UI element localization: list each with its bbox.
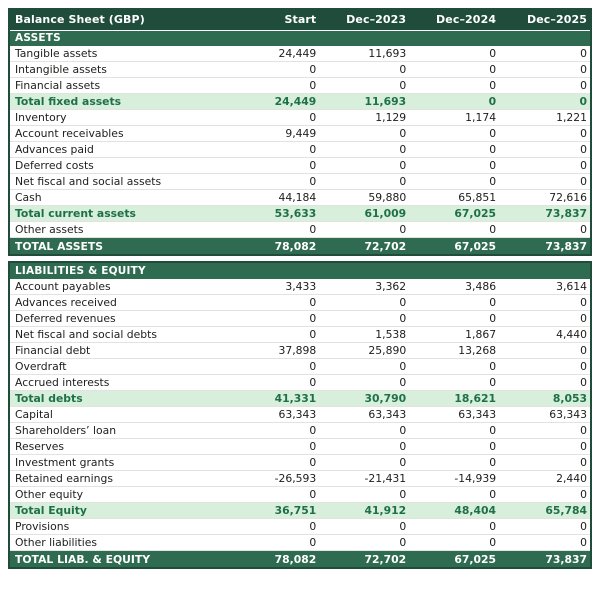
cell-value: 0 <box>500 174 590 190</box>
row-label: Provisions <box>10 519 230 535</box>
cell-value: 0 <box>500 295 590 311</box>
row-label: Net fiscal and social assets <box>10 174 230 190</box>
cell-value: 63,343 <box>230 407 320 423</box>
row-label: Other equity <box>10 487 230 503</box>
cell-value: 0 <box>230 487 320 503</box>
cell-value: 0 <box>230 327 320 343</box>
column-header-dec-2025: Dec–2025 <box>500 10 590 30</box>
cell-value: 1,867 <box>410 327 500 343</box>
row-label: Total current assets <box>10 206 230 222</box>
table-row <box>10 279 590 295</box>
table-row <box>10 142 590 158</box>
table-row <box>10 78 590 94</box>
section-label: LIABILITIES & EQUITY <box>10 263 590 279</box>
table-row <box>10 158 590 174</box>
cell-value: 11,693 <box>320 46 410 62</box>
cell-value: 0 <box>230 359 320 375</box>
cell-value: 0 <box>500 78 590 94</box>
cell-value: 0 <box>410 295 500 311</box>
cell-value: -14,939 <box>410 471 500 487</box>
table-row <box>10 46 590 62</box>
row-label: Other liabilities <box>10 535 230 551</box>
table-row <box>10 471 590 487</box>
row-label: Total Equity <box>10 503 230 519</box>
cell-value: 1,221 <box>500 110 590 126</box>
cell-value: 0 <box>320 126 410 142</box>
table-row <box>10 551 590 568</box>
cell-value: 0 <box>500 343 590 359</box>
table-row <box>10 423 590 439</box>
cell-value: 1,129 <box>320 110 410 126</box>
row-label: Shareholders’ loan <box>10 423 230 439</box>
cell-value: 0 <box>410 487 500 503</box>
row-label: Cash <box>10 190 230 206</box>
cell-value: 0 <box>410 535 500 551</box>
cell-value: 0 <box>320 222 410 238</box>
row-label: Accrued interests <box>10 375 230 391</box>
table-row <box>10 238 590 255</box>
cell-value: 0 <box>320 519 410 535</box>
row-label: Account payables <box>10 279 230 295</box>
cell-value: 78,082 <box>230 238 320 255</box>
cell-value: 25,890 <box>320 343 410 359</box>
row-label: Deferred revenues <box>10 311 230 327</box>
cell-value: 0 <box>500 519 590 535</box>
cell-value: 0 <box>230 375 320 391</box>
cell-value: 0 <box>320 423 410 439</box>
cell-value: 0 <box>230 174 320 190</box>
cell-value: 72,702 <box>320 238 410 255</box>
cell-value: 2,440 <box>500 471 590 487</box>
cell-value: 0 <box>410 311 500 327</box>
cell-value: 72,702 <box>320 551 410 568</box>
row-label: Deferred costs <box>10 158 230 174</box>
cell-value: 0 <box>410 46 500 62</box>
cell-value: 0 <box>320 487 410 503</box>
cell-value: 0 <box>500 46 590 62</box>
cell-value: 0 <box>500 439 590 455</box>
balance-sheet-table-liabilities <box>10 263 590 567</box>
cell-value: 73,837 <box>500 206 590 222</box>
column-header-dec-2024: Dec–2024 <box>410 10 500 30</box>
cell-value: 41,331 <box>230 391 320 407</box>
cell-value: 65,851 <box>410 190 500 206</box>
table-row <box>10 190 590 206</box>
liabilities-equity-block <box>8 261 592 569</box>
cell-value: 53,633 <box>230 206 320 222</box>
cell-value: 0 <box>230 519 320 535</box>
cell-value: 0 <box>320 62 410 78</box>
balance-sheet-table-assets <box>10 10 590 254</box>
cell-value: 72,616 <box>500 190 590 206</box>
cell-value: 0 <box>500 126 590 142</box>
table-row <box>10 295 590 311</box>
cell-value: 0 <box>410 126 500 142</box>
cell-value: 61,009 <box>320 206 410 222</box>
cell-value: 0 <box>230 158 320 174</box>
cell-value: 78,082 <box>230 551 320 568</box>
cell-value: 0 <box>500 375 590 391</box>
cell-value: 0 <box>230 78 320 94</box>
table-row <box>10 455 590 471</box>
cell-value: 11,693 <box>320 94 410 110</box>
cell-value: 0 <box>410 359 500 375</box>
cell-value: 44,184 <box>230 190 320 206</box>
row-label: Other assets <box>10 222 230 238</box>
row-label: TOTAL LIAB. & EQUITY <box>10 551 230 568</box>
assets-block <box>8 8 592 256</box>
table-row <box>10 375 590 391</box>
cell-value: 0 <box>230 311 320 327</box>
cell-value: 3,362 <box>320 279 410 295</box>
cell-value: 0 <box>230 535 320 551</box>
cell-value: 1,538 <box>320 327 410 343</box>
cell-value: 0 <box>230 110 320 126</box>
row-label: Total fixed assets <box>10 94 230 110</box>
row-label: Financial assets <box>10 78 230 94</box>
cell-value: 0 <box>320 359 410 375</box>
table-row <box>10 62 590 78</box>
table-title: Balance Sheet (GBP) <box>10 10 230 30</box>
cell-value: 0 <box>500 423 590 439</box>
cell-value: 0 <box>320 142 410 158</box>
cell-value: 67,025 <box>410 551 500 568</box>
cell-value: 0 <box>230 439 320 455</box>
cell-value: 30,790 <box>320 391 410 407</box>
table-row <box>10 343 590 359</box>
cell-value: 0 <box>410 94 500 110</box>
cell-value: 63,343 <box>410 407 500 423</box>
cell-value: 0 <box>500 222 590 238</box>
table-row <box>10 222 590 238</box>
cell-value: 0 <box>320 295 410 311</box>
cell-value: 0 <box>410 375 500 391</box>
row-label: Intangible assets <box>10 62 230 78</box>
cell-value: 0 <box>410 222 500 238</box>
table-row <box>10 126 590 142</box>
cell-value: 0 <box>320 535 410 551</box>
row-label: Capital <box>10 407 230 423</box>
row-label: Advances paid <box>10 142 230 158</box>
table-row <box>10 487 590 503</box>
row-label: Financial debt <box>10 343 230 359</box>
cell-value: 0 <box>500 455 590 471</box>
row-label: Retained earnings <box>10 471 230 487</box>
cell-value: 0 <box>500 158 590 174</box>
cell-value: 0 <box>230 142 320 158</box>
cell-value: 0 <box>410 455 500 471</box>
table-row <box>10 503 590 519</box>
cell-value: 59,880 <box>320 190 410 206</box>
cell-value: 65,784 <box>500 503 590 519</box>
cell-value: 63,343 <box>320 407 410 423</box>
table-row <box>10 327 590 343</box>
cell-value: 0 <box>230 295 320 311</box>
cell-value: 67,025 <box>410 206 500 222</box>
table-row <box>10 110 590 126</box>
cell-value: -21,431 <box>320 471 410 487</box>
section-header-row <box>10 30 590 46</box>
section-label: ASSETS <box>10 30 590 46</box>
cell-value: 0 <box>410 423 500 439</box>
cell-value: 3,614 <box>500 279 590 295</box>
cell-value: -26,593 <box>230 471 320 487</box>
cell-value: 3,433 <box>230 279 320 295</box>
cell-value: 0 <box>320 375 410 391</box>
cell-value: 13,268 <box>410 343 500 359</box>
row-label: Overdraft <box>10 359 230 375</box>
cell-value: 73,837 <box>500 238 590 255</box>
cell-value: 4,440 <box>500 327 590 343</box>
cell-value: 48,404 <box>410 503 500 519</box>
column-header-dec-2023: Dec–2023 <box>320 10 410 30</box>
cell-value: 1,174 <box>410 110 500 126</box>
cell-value: 0 <box>500 94 590 110</box>
cell-value: 0 <box>500 62 590 78</box>
cell-value: 0 <box>410 78 500 94</box>
section-header-row <box>10 263 590 279</box>
cell-value: 0 <box>320 78 410 94</box>
cell-value: 0 <box>410 174 500 190</box>
cell-value: 0 <box>320 455 410 471</box>
cell-value: 8,053 <box>500 391 590 407</box>
cell-value: 63,343 <box>500 407 590 423</box>
cell-value: 0 <box>320 439 410 455</box>
row-label: Investment grants <box>10 455 230 471</box>
table-row <box>10 407 590 423</box>
row-label: Total debts <box>10 391 230 407</box>
cell-value: 0 <box>410 439 500 455</box>
header-row <box>10 10 590 30</box>
cell-value: 0 <box>500 142 590 158</box>
cell-value: 37,898 <box>230 343 320 359</box>
cell-value: 0 <box>410 158 500 174</box>
cell-value: 0 <box>320 174 410 190</box>
cell-value: 0 <box>500 311 590 327</box>
cell-value: 36,751 <box>230 503 320 519</box>
cell-value: 0 <box>410 62 500 78</box>
cell-value: 0 <box>320 158 410 174</box>
table-row <box>10 174 590 190</box>
table-row <box>10 311 590 327</box>
cell-value: 73,837 <box>500 551 590 568</box>
row-label: Tangible assets <box>10 46 230 62</box>
row-label: Net fiscal and social debts <box>10 327 230 343</box>
cell-value: 0 <box>230 455 320 471</box>
cell-value: 0 <box>410 142 500 158</box>
cell-value: 3,486 <box>410 279 500 295</box>
cell-value: 9,449 <box>230 126 320 142</box>
column-header-start: Start <box>230 10 320 30</box>
table-row <box>10 519 590 535</box>
cell-value: 0 <box>320 311 410 327</box>
row-label: Reserves <box>10 439 230 455</box>
table-row <box>10 94 590 110</box>
cell-value: 0 <box>230 423 320 439</box>
cell-value: 24,449 <box>230 94 320 110</box>
cell-value: 41,912 <box>320 503 410 519</box>
row-label: Advances received <box>10 295 230 311</box>
cell-value: 24,449 <box>230 46 320 62</box>
table-row <box>10 206 590 222</box>
table-row <box>10 391 590 407</box>
row-label: Inventory <box>10 110 230 126</box>
table-row <box>10 439 590 455</box>
cell-value: 0 <box>230 222 320 238</box>
cell-value: 18,621 <box>410 391 500 407</box>
cell-value: 0 <box>410 519 500 535</box>
table-row <box>10 359 590 375</box>
table-row <box>10 535 590 551</box>
cell-value: 67,025 <box>410 238 500 255</box>
row-label: Account receivables <box>10 126 230 142</box>
cell-value: 0 <box>500 535 590 551</box>
cell-value: 0 <box>230 62 320 78</box>
row-label: TOTAL ASSETS <box>10 238 230 255</box>
cell-value: 0 <box>500 359 590 375</box>
cell-value: 0 <box>500 487 590 503</box>
